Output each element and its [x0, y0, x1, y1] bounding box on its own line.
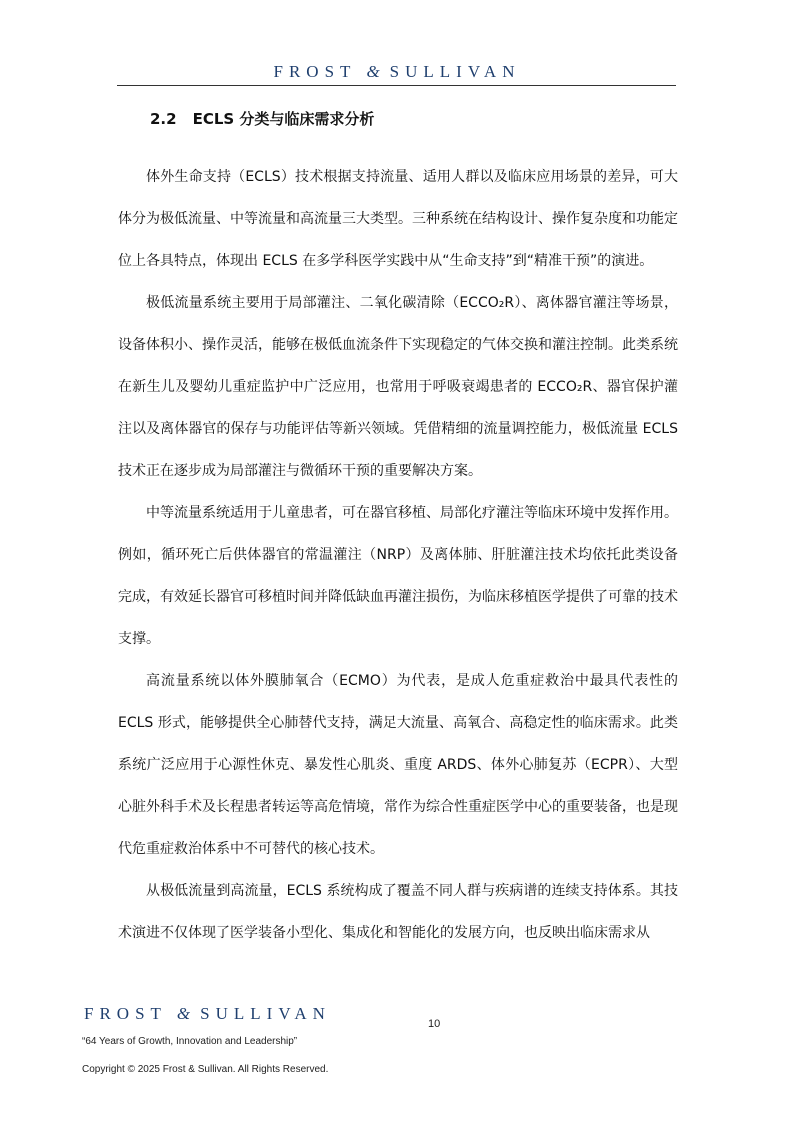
header-brand-frost: FROST	[273, 62, 357, 81]
paragraph-4: 高流量系统以体外膜肺氧合（ECMO）为代表，是成人危重症救治中最具代表性的 ECLS 形式，能够提供全心肺替代支持，满足大流量、高氧合、高稳定性的临床需求。此类系统广泛应用于心源性休克、暴发性心肌炎、重度 ARDS、体外心肺复苏（ECPR）、大型心脏外科手术及长程患者转运等高危情境，常作为综合性重症医学中心的重要装备，也是现代危重症救治体系中不可替代的核心技术。	[118, 673, 678, 857]
footer-tagline: “64 Years of Growth, Innovation and Leadership”	[82, 1036, 298, 1047]
footer-copyright: Copyright © 2025 Frost & Sullivan. All Rights Reserved.	[82, 1064, 329, 1075]
footer-brand-frost: FROST	[84, 1004, 167, 1023]
header-brand-ampersand: &	[366, 62, 380, 81]
footer-brand-logo	[84, 1004, 331, 1024]
paragraph-2: 极低流量系统主要用于局部灌注、二氧化碳清除（ECCO₂R）、离体器官灌注等场景，设备体积小、操作灵活，能够在极低血流条件下实现稳定的气体交换和灌注控制。此类系统在新生儿及婴幼儿重症监护中广泛应用，也常用于呼吸衰竭患者的 ECCO₂R、器官保护灌注以及离体器官的保存与功能评估等新兴领域。凭借精细的流量调控能力，极低流量 ECLS 技术正在逐步成为局部灌注与微循环干预的重要解决方案。	[118, 295, 678, 479]
header-brand-sullivan: SULLIVAN	[389, 62, 521, 81]
section-heading	[150, 108, 374, 129]
header-brand-logo	[0, 62, 794, 82]
body-text	[118, 156, 678, 954]
section-title: ECLS 分类与临床需求分析	[192, 110, 375, 128]
paragraph-3: 中等流量系统适用于儿童患者，可在器官移植、局部化疗灌注等临床环境中发挥作用。例如，循环死亡后供体器官的常温灌注（NRP）及离体肺、肝脏灌注技术均依托此类设备完成，有效延长器官可移植时间并降低缺血再灌注损伤，为临床移植医学提供了可靠的技术支撑。	[118, 505, 678, 647]
header-divider	[117, 85, 676, 86]
page-number: 10	[428, 1018, 441, 1030]
paragraph-5: 从极低流量到高流量，ECLS 系统构成了覆盖不同人群与疾病谱的连续支持体系。其技术演进不仅体现了医学装备小型化、集成化和智能化的发展方向，也反映出临床需求从	[118, 883, 678, 941]
footer-brand-sullivan: SULLIVAN	[200, 1004, 331, 1023]
footer-brand-ampersand: &	[176, 1004, 191, 1023]
section-number: 2.2	[150, 110, 177, 128]
paragraph-1: 体外生命支持（ECLS）技术根据支持流量、适用人群以及临床应用场景的差异，可大体分为极低流量、中等流量和高流量三大类型。三种系统在结构设计、操作复杂度和功能定位上各具特点，体现出 ECLS 在多学科医学实践中从“生命支持”到“精准干预”的演进。	[118, 169, 678, 269]
